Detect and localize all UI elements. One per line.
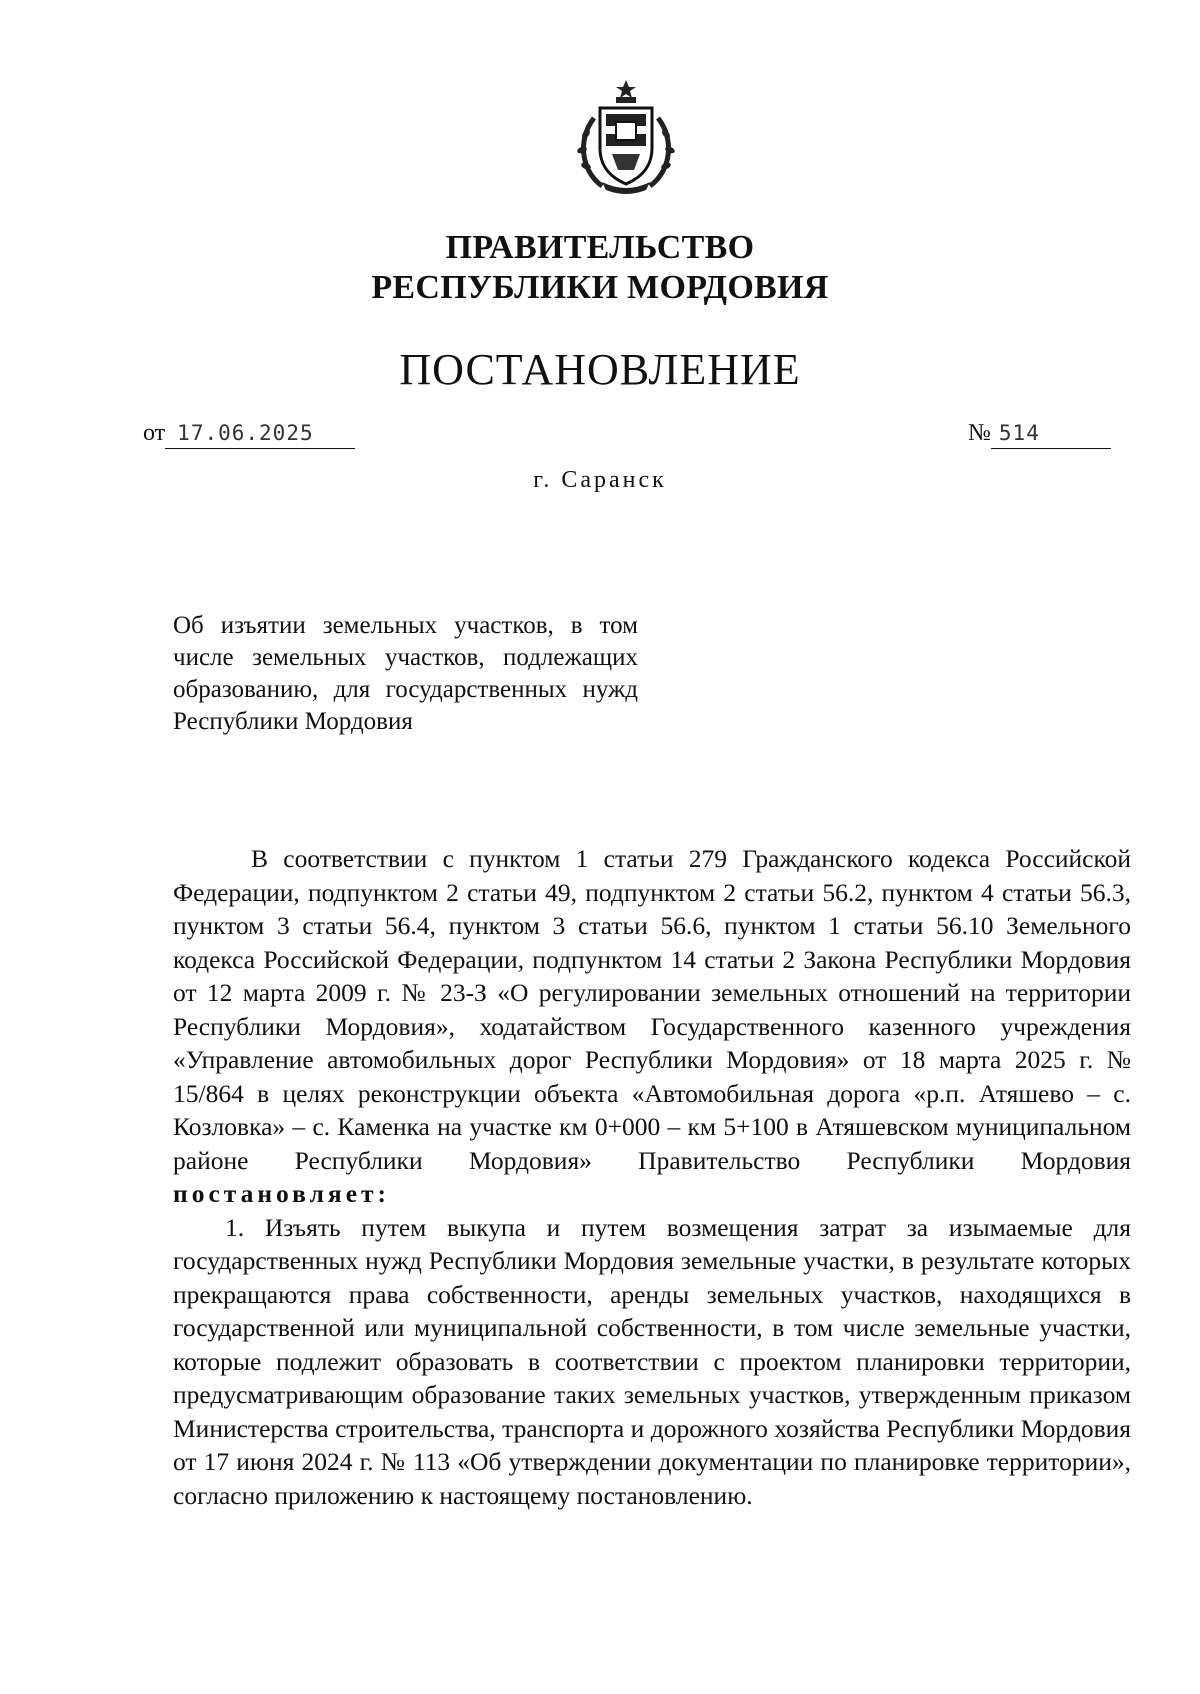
document-type: ПОСТАНОВЛЕНИЕ — [399, 345, 801, 394]
coat-of-arms-icon — [572, 78, 680, 196]
number-field — [968, 418, 1111, 449]
resolves-word: постановляет: — [173, 1179, 391, 1208]
city-name: г. Саранск — [533, 467, 667, 493]
number-prefix: № — [968, 420, 991, 446]
date-field — [143, 418, 355, 449]
date-value: 17.06.2025 — [165, 418, 355, 449]
date-prefix: от — [143, 420, 166, 446]
preamble-paragraph — [173, 842, 1131, 1211]
government-name-line2: РЕСПУБЛИКИ МОРДОВИЯ — [371, 269, 829, 306]
document-subject: Об изъятии земельных участков, в том числе земельных участков, подлежащих образованию, для государственных нужд Республики Мордовия — [173, 612, 638, 735]
document-body — [173, 842, 1131, 1512]
government-name-line1: ПРАВИТЕЛЬСТВО — [445, 229, 755, 266]
preamble-text: В соответствии с пунктом 1 статьи 279 Гражданского кодекса Российской Федерации, подпунктом 2 статьи 49, подпунктом 2 статьи 56.2, пунктом 4 статьи 56.3, пунктом 3 статьи 56.4, пунктом 3 статьи 56.6, пунктом 1 статьи 56.10 Земельного кодекса Российской Федерации, подпунктом 14 статьи 2 Закона Республики Мордовия от 12 марта 2009 г. № 23-З «О регулировании земельных отношений на территории Республики Мордовия», ходатайством Государственного казенного учреждения «Управление автомобильных дорог Республики Мордовия» от 18 марта 2025 г. № 15/864 в целях реконструкции объекта «Автомобильная дорога «р.п. Атяшево – с. Козловка» – с. Каменка на участке км 0+000 – км 5+100 в Атяшевском муниципальном районе Республики Мордовия» Правительство Республики Мордовия — [173, 844, 1131, 1175]
item-1-paragraph: 1. Изъять путем выкупа и путем возмещения затрат за изымаемые для государственных нужд Республики Мордовия земельные участки, в результате которых прекращаются права собственности, аренды земельных участков, находящихся в государственной или муниципальной собственности, в том числе земельные участки, которые подлежит образовать в соответствии с проектом планировки территории, предусматривающим образование таких земельных участков, утвержденным приказом Министерства строительства, транспорта и дорожного хозяйства Республики Мордовия от 17 июня 2024 г. № 113 «Об утверждении документации по планировке территории», согласно приложению к настоящему постановлению. — [173, 1212, 1131, 1510]
number-value: 514 — [991, 418, 1111, 449]
